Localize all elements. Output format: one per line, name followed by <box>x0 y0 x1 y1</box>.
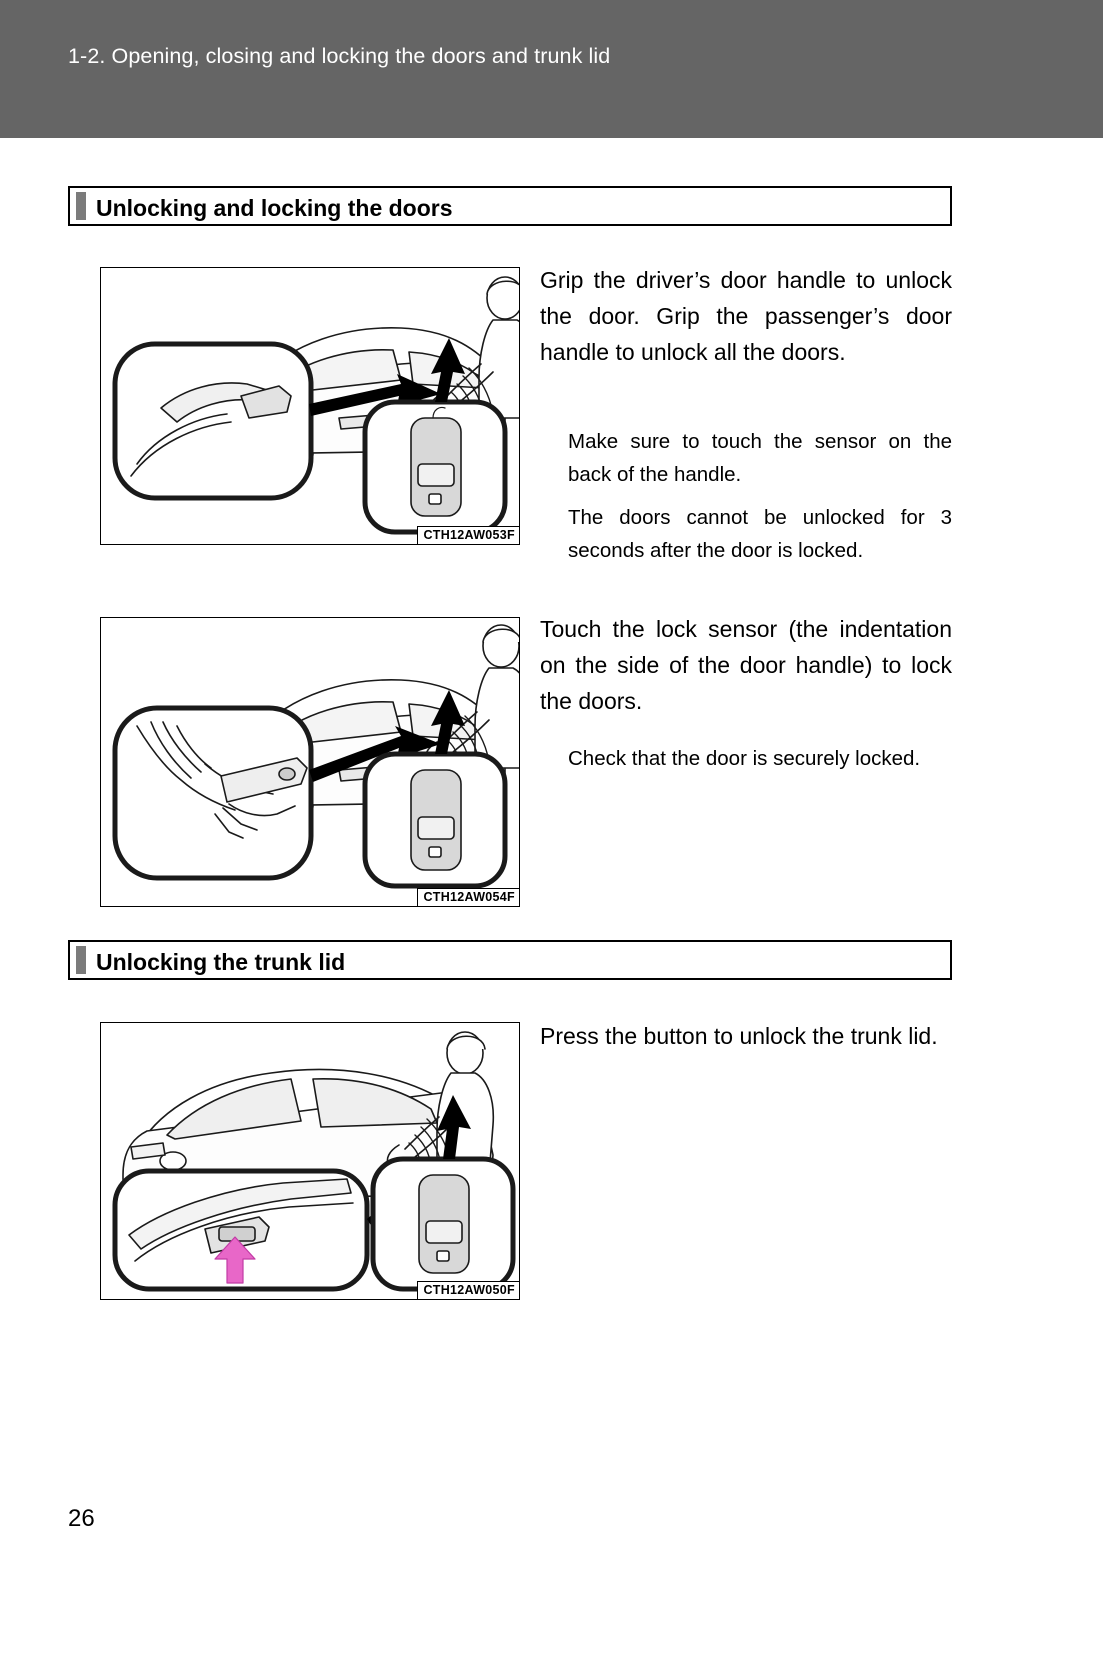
instruction-text-press-button: Press the button to unlock the trunk lid. <box>540 1023 938 1049</box>
section-heading-unlocking-trunk-lid <box>68 940 952 980</box>
figure-grip-door-handle <box>100 267 520 545</box>
note-three-seconds: The doors cannot be unlocked for 3 seconds after the door is locked. <box>568 506 952 562</box>
chapter-title: 1-2. Opening, closing and locking the doors and trunk lid <box>68 44 611 68</box>
figure-touch-lock-sensor <box>100 617 520 907</box>
section-title: Unlocking the trunk lid <box>96 949 346 975</box>
figure-trunk-release-button <box>100 1022 520 1300</box>
instruction-text-grip-handle: Grip the driver’s door handle to unlock the door. Grip the passenger’s door handle to unlock all the doors. <box>540 267 952 365</box>
note-touch-sensor: Make sure to touch the sensor on the back of the handle. <box>568 430 952 486</box>
section-heading-unlocking-locking-doors <box>68 186 952 226</box>
figure-code: CTH12AW050F <box>417 1281 519 1299</box>
section-tick-marker <box>76 946 86 974</box>
figure-code: CTH12AW054F <box>417 888 519 906</box>
page-header-band <box>0 0 1103 138</box>
illustration-trunk-release-button <box>101 1023 519 1299</box>
illustration-grip-door-handle <box>101 268 519 544</box>
section-title: Unlocking and locking the doors <box>96 195 453 221</box>
note-check-locked: Check that the door is securely locked. <box>568 747 921 770</box>
figure-code: CTH12AW053F <box>417 526 519 544</box>
page-number: 26 <box>68 1505 95 1532</box>
instruction-text-touch-lock-sensor: Touch the lock sensor (the indentation on the side of the door handle) to lock the doors. <box>540 616 952 714</box>
section-tick-marker <box>76 192 86 220</box>
illustration-touch-lock-sensor <box>101 618 519 906</box>
